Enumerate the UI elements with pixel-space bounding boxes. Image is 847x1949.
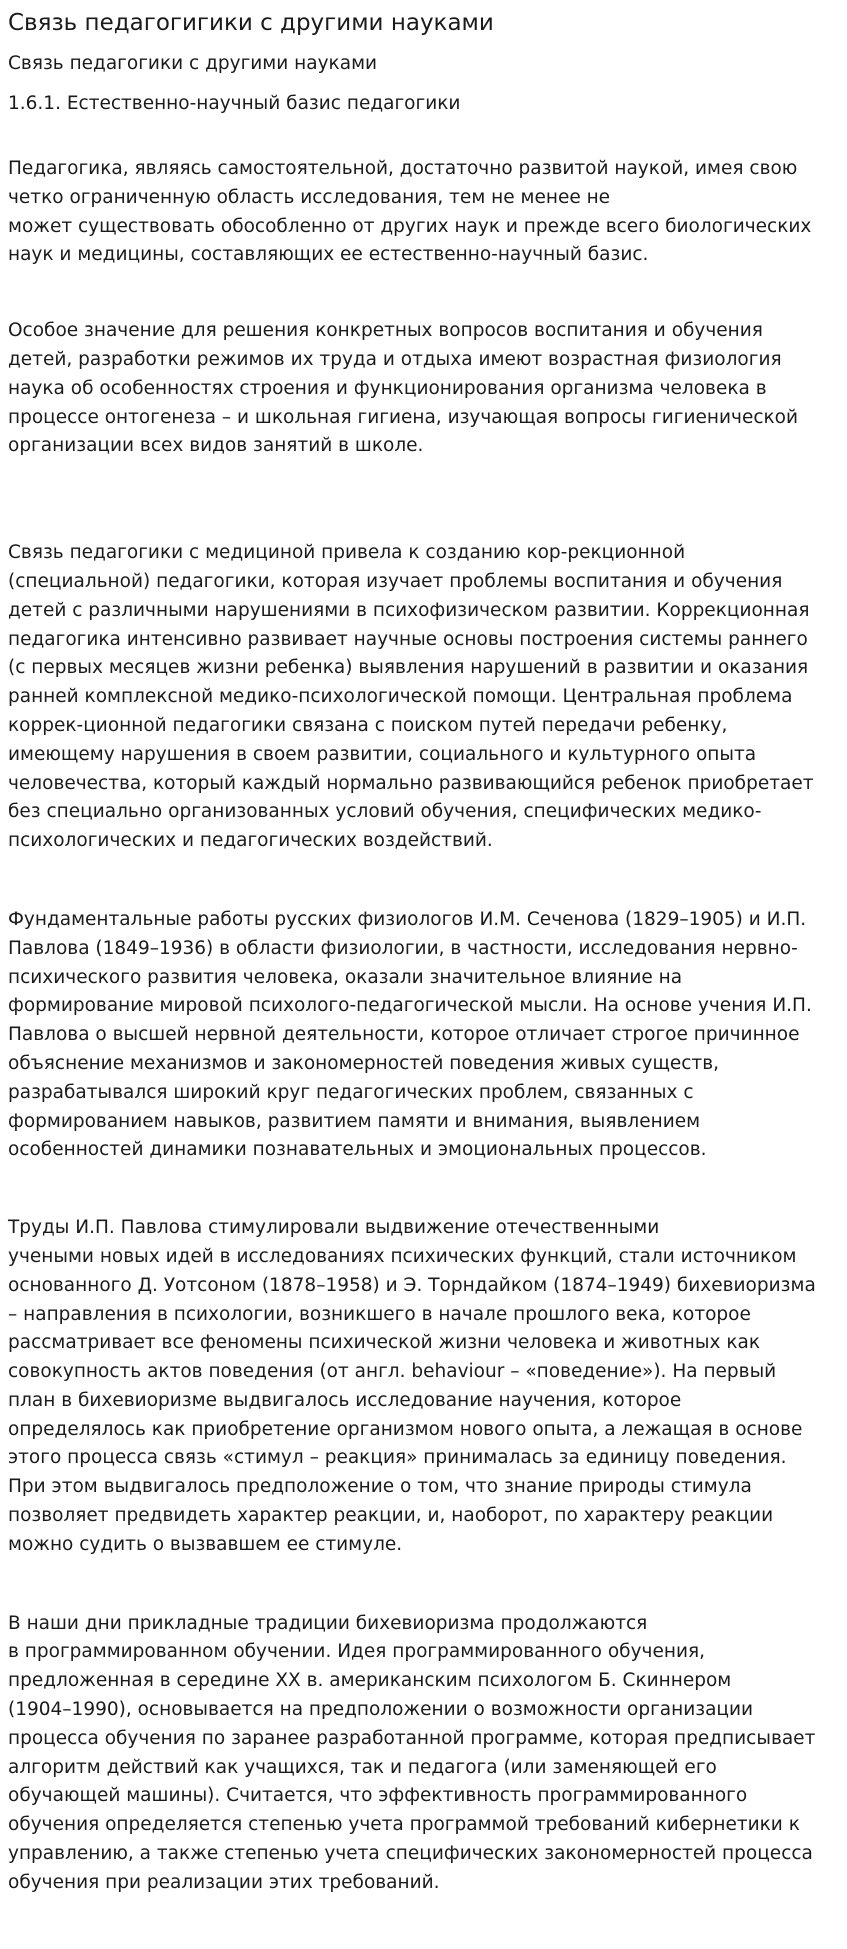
paragraph-line: детей, разработки режимов их труда и отдыха имеют возрастная физиология	[8, 348, 782, 370]
paragraph-line: рассматривает все феномены психической жизни человека и животных как	[8, 1332, 761, 1354]
paragraph-line: обучения определяется степенью учета программой требований кибернетики к	[8, 1814, 800, 1836]
paragraph-line: управлению, а также степенью учета специфических закономерностей процесса	[8, 1843, 813, 1865]
paragraph-line: В наши дни прикладные традиции бихевиоризма продолжаются	[8, 1612, 648, 1634]
paragraph-line: без специально организованных условий обучения, специфических медико-	[8, 801, 762, 823]
paragraph-line: обучающей машины). Считается, что эффективность программированного	[8, 1785, 748, 1807]
section-heading: 1.6.1. Естественно-научный базис педагогики	[8, 93, 461, 114]
paragraph-line: детей с различными нарушениями в психофизическом развитии. Коррекционная	[8, 599, 810, 621]
document-page	[0, 8, 847, 1949]
paragraph-line: совокупность актов поведения (от англ. behaviour – «поведение»). На первый	[8, 1361, 777, 1383]
paragraph-line: процесса обучения по заранее разработанной программе, которая предписывает	[8, 1727, 816, 1749]
paragraph-line: коррек-ционной педагогики связана с поиском путей передачи ребенку,	[8, 714, 728, 736]
paragraph-line: Фундаментальные работы русских физиологов И.М. Сеченова (1829–1905) и И.П.	[8, 908, 807, 930]
paragraph-line: ранней комплексной медико-психологической помощи. Центральная проблема	[8, 686, 793, 708]
paragraph-line: – направления в психологии, возникшего в начале прошлого века, которое	[8, 1303, 751, 1325]
paragraph-physiologists	[8, 906, 841, 1165]
paragraph-line: основанного Д. Уотсоном (1878–1958) и Э. Торндайком (1874–1949) бихевиоризма	[8, 1274, 816, 1296]
paragraph-line: наука об особенностях строения и функционирования организма человека в	[8, 377, 767, 399]
paragraph-line: человечества, который каждый нормально развивающийся ребенок приобретает	[8, 772, 814, 794]
paragraph-line: Павлова (1849–1936) в области физиологии, в частности, исследования нервно-	[8, 937, 798, 959]
paragraph-line: обучения при реализации этих требований.	[8, 1871, 440, 1893]
paragraph-line: формирование мировой психолого-педагогической мысли. На основе учения И.П.	[8, 995, 812, 1017]
paragraph-programmed-learning	[8, 1610, 841, 1898]
paragraph-line: можно судить о вызвавшем ее стимуле.	[8, 1533, 403, 1555]
paragraph-line: Связь педагогики с медициной привела к созданию кор-рекционной	[8, 542, 686, 564]
paragraph-line: в программированном обучении. Идея программированного обучения,	[8, 1641, 705, 1663]
paragraph-line: позволяет предвидеть характер реакции, и, наоборот, по характеру реакции	[8, 1505, 774, 1527]
paragraph-line: особенностей динамики познавательных и эмоциональных процессов.	[8, 1139, 707, 1161]
paragraph-line: Педагогика, являясь самостоятельной, достаточно развитой наукой, имея свою	[8, 158, 798, 179]
paragraph-line: Павлова о высшей нервной деятельности, которое отличает строгое причинное	[8, 1024, 800, 1046]
paragraph-line: разрабатывался широкий круг педагогических проблем, связанных с	[8, 1081, 694, 1103]
paragraph-line: этого процесса связь «стимул – реакция» принималась за единицу поведения.	[8, 1447, 787, 1469]
paragraph-line: формированием навыков, развитием памяти и внимания, выявлением	[8, 1110, 701, 1132]
page-title: Связь педагогигики с другими науками	[8, 10, 494, 36]
paragraph-line: имеющему нарушения в своем развитии, социального и культурного опыта	[8, 743, 757, 765]
paragraph-line: четко ограниченную область исследования, тем не менее не	[8, 186, 611, 208]
paragraph-line: (специальной) педагогики, которая изучает проблемы воспитания и обучения	[8, 570, 783, 592]
paragraph-line: (1904–1990), основывается на предположении о возможности организации	[8, 1699, 754, 1721]
paragraph-line: психологических и педагогических воздействий.	[8, 830, 493, 852]
paragraph-line: может существовать обособленно от других наук и прежде всего биологических	[8, 215, 812, 237]
paragraph-physiology-hygiene	[8, 317, 841, 461]
paragraph-line: педагогика интенсивно развивает научные основы построения системы раннего	[8, 628, 808, 650]
paragraph-line: алгоритм действий как учащихся, так и педагога (или заменяющей его	[8, 1756, 717, 1778]
paragraph-line: наук и медицины, составляющих ее естественно-научный базис.	[8, 244, 649, 266]
paragraph-line: (с первых месяцев жизни ребенка) выявления нарушений в развитии и оказания	[8, 657, 809, 679]
paragraph-line: Особое значение для решения конкретных вопросов воспитания и обучения	[8, 320, 763, 342]
paragraph-correctional-pedagogy	[8, 539, 841, 856]
paragraph-line: предложенная в середине XX в. американским психологом Б. Скиннером	[8, 1670, 732, 1692]
page-subtitle: Связь педагогики с другими науками	[8, 53, 378, 74]
paragraph-line: процессе онтогенеза – и школьная гигиена, изучающая вопросы гигиенической	[8, 406, 799, 428]
paragraph-line: учеными новых идей в исследованиях психических функций, стали источником	[8, 1245, 797, 1267]
paragraph-line: организации всех видов занятий в школе.	[8, 435, 424, 457]
paragraph-natural-science-basis	[8, 155, 841, 270]
paragraph-behaviorism	[8, 1214, 841, 1560]
paragraph-line: определялось как приобретение организмом нового опыта, а лежащая в основе	[8, 1418, 803, 1440]
paragraph-line: При этом выдвигалось предположение о том, что знание природы стимула	[8, 1476, 752, 1498]
paragraph-line: объяснение механизмов и закономерностей поведения живых существ,	[8, 1052, 719, 1074]
paragraph-line: психического развития человека, оказали значительное влияние на	[8, 966, 683, 988]
paragraph-line: Труды И.П. Павлова стимулировали выдвижение отечественными	[8, 1217, 660, 1239]
paragraph-line: план в бихевиоризме выдвигалось исследование научения, которое	[8, 1389, 682, 1411]
